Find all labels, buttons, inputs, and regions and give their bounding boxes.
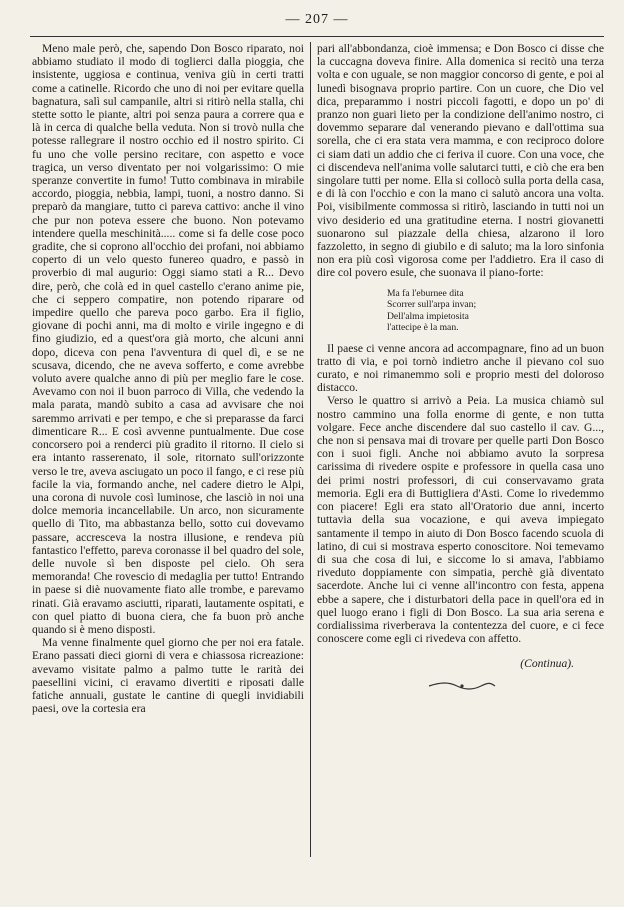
- text-columns: [32, 42, 604, 887]
- poem-line: Scorrer sull'arpa invan;: [387, 299, 477, 311]
- continua-label: (Continua).: [520, 657, 574, 671]
- flourish-ornament: [427, 680, 497, 692]
- page-number: — 207 —: [285, 12, 349, 27]
- left-column: [32, 42, 304, 887]
- paragraph: Meno male però, che, sapendo Don Bosco riparato, noi abbiamo studiato il modo di toglierci dalla pioggia, che insistente, uggiosa e continua, veniva giù in certi tratti come a catinelle. Ricordo che uno di noi per evitare quella bagnatura, salì sul campanile, altri si ritirò nella stalla, chi stette sotto le piante, altri poi senza paura a correre qua e là in cerca di qualche bella veduta. Non si trovò nulla che potesse rallegrare il nostro occhio ed il nostro spirito. Ci fu uno che volle persino recitare, con aspetto e voce tragica, un verso diventato per noi volgarissimo: O mie speranze convertite in fumo! Tutto combinava in mirabile accordo, pioggia, nebbia, lampi, tuoni, a nostro danno. Si preparò da mangiare, tutto ci pareva cattivo: anche il vino che pur non poteva essere che buono. Non potevamo intendere quella meschinità..... come si fa delle cose poco gradite, che si coprono all'occhio dei profani, noi abbiamo coperto di un velo questo funereo quadro, e passò in proverbio di mal augurio: Oggi siamo stati a R... Devo dire, però, che colà ed in quel castello c'erano anime pie, che ci seppero compatire, non potendo riparare od impedire quello che pareva poco garbo. Era il figlio, giovane di pochi anni, ma di molto e virile ingegno e di fino giudizio, ed a quest'ora già morto, che alcuni anni dopo, diceva con pena l'avventura di quel dì, e se ne scusava, dicendo, che ne aveva sofferto, e come avrebbe voluto avere qualche anno di più per meglio fare le cose. Avevamo con noi il buon parroco di Villa, che vedendo la mala parata, mandò subito a casa ad avvisare che noi saremmo arrivati e per tempo, e che si preparasse da farci dimenticare R... E così avvenne puntualmente. Due cose concorsero poi a renderci più gradito il ritorno. Il cielo si era intanto rasserenato, il sole, ritornato sull'orizzonte verso le tre, aveva asciugato un poco il fango, e ci rese più facile la via, formando anche, nel cadere dietro le Alpi, una corona di nuvole così luminose, che lasciò in noi una dolce memoria incancellabile. Un arco, non sicuramente quello di Tito, ma abbastanza bello, sotto cui dovevamo passare, accresceva la nostra illusione, e rendeva più fantastico l'effetto, pareva coronasse il bel quadro del sole, delle nuvole sì ben disposte pel cielo. Oh sera memoranda! Che rovescio di medaglia per tutto! Entrando in paese si diè nuovamente fiato alle trombe, e parevamo rinati. Già eravamo asciutti, riparati, lautamente ospitati, e con quel piatto di buona ciera, che fa buon prò anche quando si è meno disposti.: [32, 42, 304, 636]
- right-column: [317, 42, 604, 887]
- paragraph: Il paese ci venne ancora ad accompagnare, fino ad un buon tratto di via, e poi tornò indietro anche il pievano col suo curato, e noi rimanemmo soli e proprio mesti del doloroso distacco.: [317, 341, 604, 395]
- poem-quote: [387, 288, 604, 334]
- paragraph: Verso le quattro si arrivò a Peia. La musica chiamò sul nostro cammino una folla enorme di gente, e non tutta volgare. Fece anche discendere dal suo castello il cav. G..., che non si pensava mai di trovare per quelle parti Don Bosco con i suoi figli. Anche noi abbiamo avuto la sorpresa carissima di rivedere ospite e professore in quella casa uno dei primi nostri professori, di cui conservavamo grata memoria. Egli era di Buttigliera d'Asti. Come lo rivedemmo con piacere! Egli era stato all'Oratorio due anni, incerto tuttavia della sua vocazione, e qui aveva impiegato santamente il tempo in aiuto di Don Bosco facendo scuola di latino, di cui si mostrava esperto conoscitore. Noi temevamo di sua che cosa di lui, e siccome lo si amava, l'abbiamo riveduto doppiamente con simpatia, perchè già diventato sacerdote. Anche lui ci venne all'incontro con festa, appena ebbe a sapere, che i disturbatori della pace in quell'ora ed in quel luogo erano i figli di Don Bosco. La sua aria serena e cordialissima riverberava la contentezza del cuore, e ci fece conoscere come egli ci rivedeva con affetto.: [317, 394, 604, 646]
- paragraph: Ma venne finalmente quel giorno che per noi era fatale. Erano passati dieci giorni di vera e chiassosa ricreazione: avevamo visitate palmo a palmo tutte le rarità dei paesellini vicini, ci eravamo divertiti e riposati dalle fatiche annuali, gustate le cantine di quegli invidiabili paesi, ove la cortesia era: [32, 636, 304, 716]
- poem-line: l'attecipe è la man.: [387, 322, 459, 334]
- poem-line: Ma fa l'eburnee dita: [387, 287, 464, 299]
- paragraph: pari all'abbondanza, cioè immensa; e Don Bosco ci disse che la cuccagna doveva finire. Alla domenica si recitò una terza volta e con uguale, se non maggior concorso di gente, e poi al lunedì bisognava proprio partire. Con un cuore, che Dio vel dica, preparammo i nostri piccoli fagotti, e dopo un po' di pranzo non guari lieto per la condizione dell'animo nostro, ci dovemmo separare dal venerando pievano e dall'ottima sua sorella, che ci era stata vera mamma, e con reciproco dolore ci siam dati un addio che ci feriva il cuore. Con una voce, che ci discendeva nell'anima volle salutarci tutti, e ciò che era ben singolare tutti per nome. Ella si collocò sulla porta della casa, e di là con l'occhio e con la mano ci salutò ancora una volta. Poi, visibilmente commossa si ritirò, lasciando in tutti noi un vivo desiderio ed una gratitudine eterna. I nostri giovanetti suonarono sul piazzale della chiesa, alzarono il loro fazzoletto, in segno di giubilo e di saluto; ma la loro sinfonia non era più così vigorosa come per l'addietro. Era il caso di dire col povero esule, che suonava il piano-forte:: [317, 42, 604, 280]
- column-divider: [310, 42, 311, 857]
- header-rule: [30, 36, 604, 37]
- poem-line: Dell'alma impietosita: [387, 310, 469, 322]
